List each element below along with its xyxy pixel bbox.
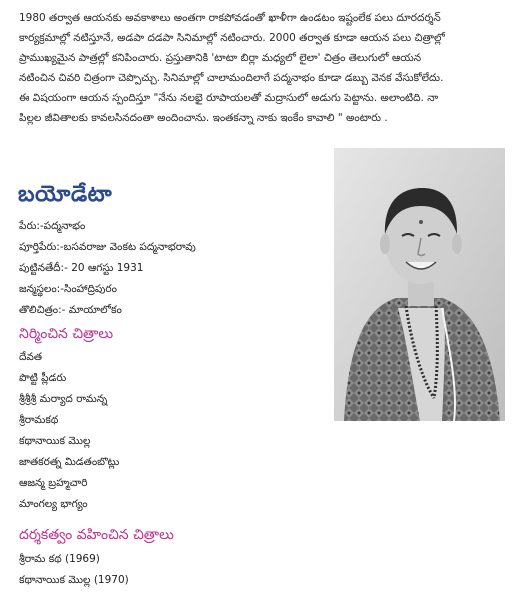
- fact-full-name: పూర్తిపేరు:-బసవరాజు వెంకట పద్మనాభరావు: [19, 241, 196, 253]
- intro-line: పిల్లల జీవితాలకు కావలసినదంతా అందించాను. ఇంతకన్నా నాకు ఇంకేం కావాలి " అంటారు .: [19, 112, 388, 124]
- portrait-photo: [334, 148, 505, 421]
- intro-paragraph: [19, 8, 511, 128]
- list-item: శ్రీరామ కథ (1969): [19, 553, 100, 565]
- list-item: ఆజన్మ బ్రహ్మచారి: [19, 477, 88, 489]
- list-item: కథానాయిక మొల్ల (1970): [19, 574, 129, 586]
- fact-first-film: తొలిచిత్రం:- మాయాలోకం: [19, 304, 122, 316]
- list-item: శ్రీరామకథ: [19, 414, 59, 426]
- produced-films-heading: నిర్మించిన చిత్రాలు: [19, 326, 114, 342]
- list-item: మాంగల్య భాగ్యం: [19, 498, 88, 510]
- list-item: కథానాయిక మొల్ల: [19, 435, 91, 447]
- directed-films-heading: దర్శకత్వం వహించిన చిత్రాలు: [19, 527, 174, 543]
- fact-name: పేరు:-పద్మనాభం: [19, 220, 86, 232]
- fact-birth-date: పుట్టినతేదీ:- 20 ఆగస్టు 1931: [19, 262, 144, 274]
- biodata-heading: బయోడేటా: [18, 182, 113, 207]
- list-item: శ్రీశ్రీశ్రీ మర్యాద రామన్న: [19, 393, 108, 405]
- intro-line: నటించిన చివరి చిత్రంగా చెప్పొచ్చు. సినిమాల్లో చాలామందిలాగే పద్మనాభం కూడా డబ్బు వెనక వేసుకోలేదు.: [19, 72, 444, 84]
- list-item: జాతకరత్న మిడతంబొట్లు: [19, 456, 120, 468]
- fact-birth-place: జన్మస్థలం:-సింహాద్రిపురం: [19, 283, 117, 295]
- intro-line: కార్యక్రమాల్లో నటిస్తూనే, అడపా దడపా సినిమాల్లో నటించారు. 2000 తర్వాత కూడా ఆయన పలు చిత్రాల్లో: [19, 32, 445, 44]
- portrait-illustration: [334, 148, 505, 421]
- biodata-facts: [19, 216, 319, 321]
- intro-line: ఈ విషయంగా ఆయన స్పందిస్తూ "నేను నలభై రూపాయలతో మద్రాసులో అడుగు పెట్టాను. అలాంటిది. నా: [19, 92, 439, 104]
- list-item: దేవత: [19, 351, 43, 363]
- produced-films-list: [19, 347, 319, 515]
- intro-line: 1980 తర్వాత ఆయనకు అవకాశాలు అంతగా రాకపోవడంతో ఖాళీగా ఉండటం ఇష్టంలేక పలు దూరదర్శన్: [19, 12, 441, 24]
- intro-line: ప్రాముఖ్యమైన పాత్రల్లో కనిపించారు. ప్రస్తుతానికి 'టాటా బిర్లా మధ్యలో లైలా' చిత్రం తెలుగులో ఆయన: [19, 52, 422, 64]
- directed-films-list: [19, 549, 319, 591]
- list-item: పొట్టి ప్లీడరు: [19, 372, 67, 384]
